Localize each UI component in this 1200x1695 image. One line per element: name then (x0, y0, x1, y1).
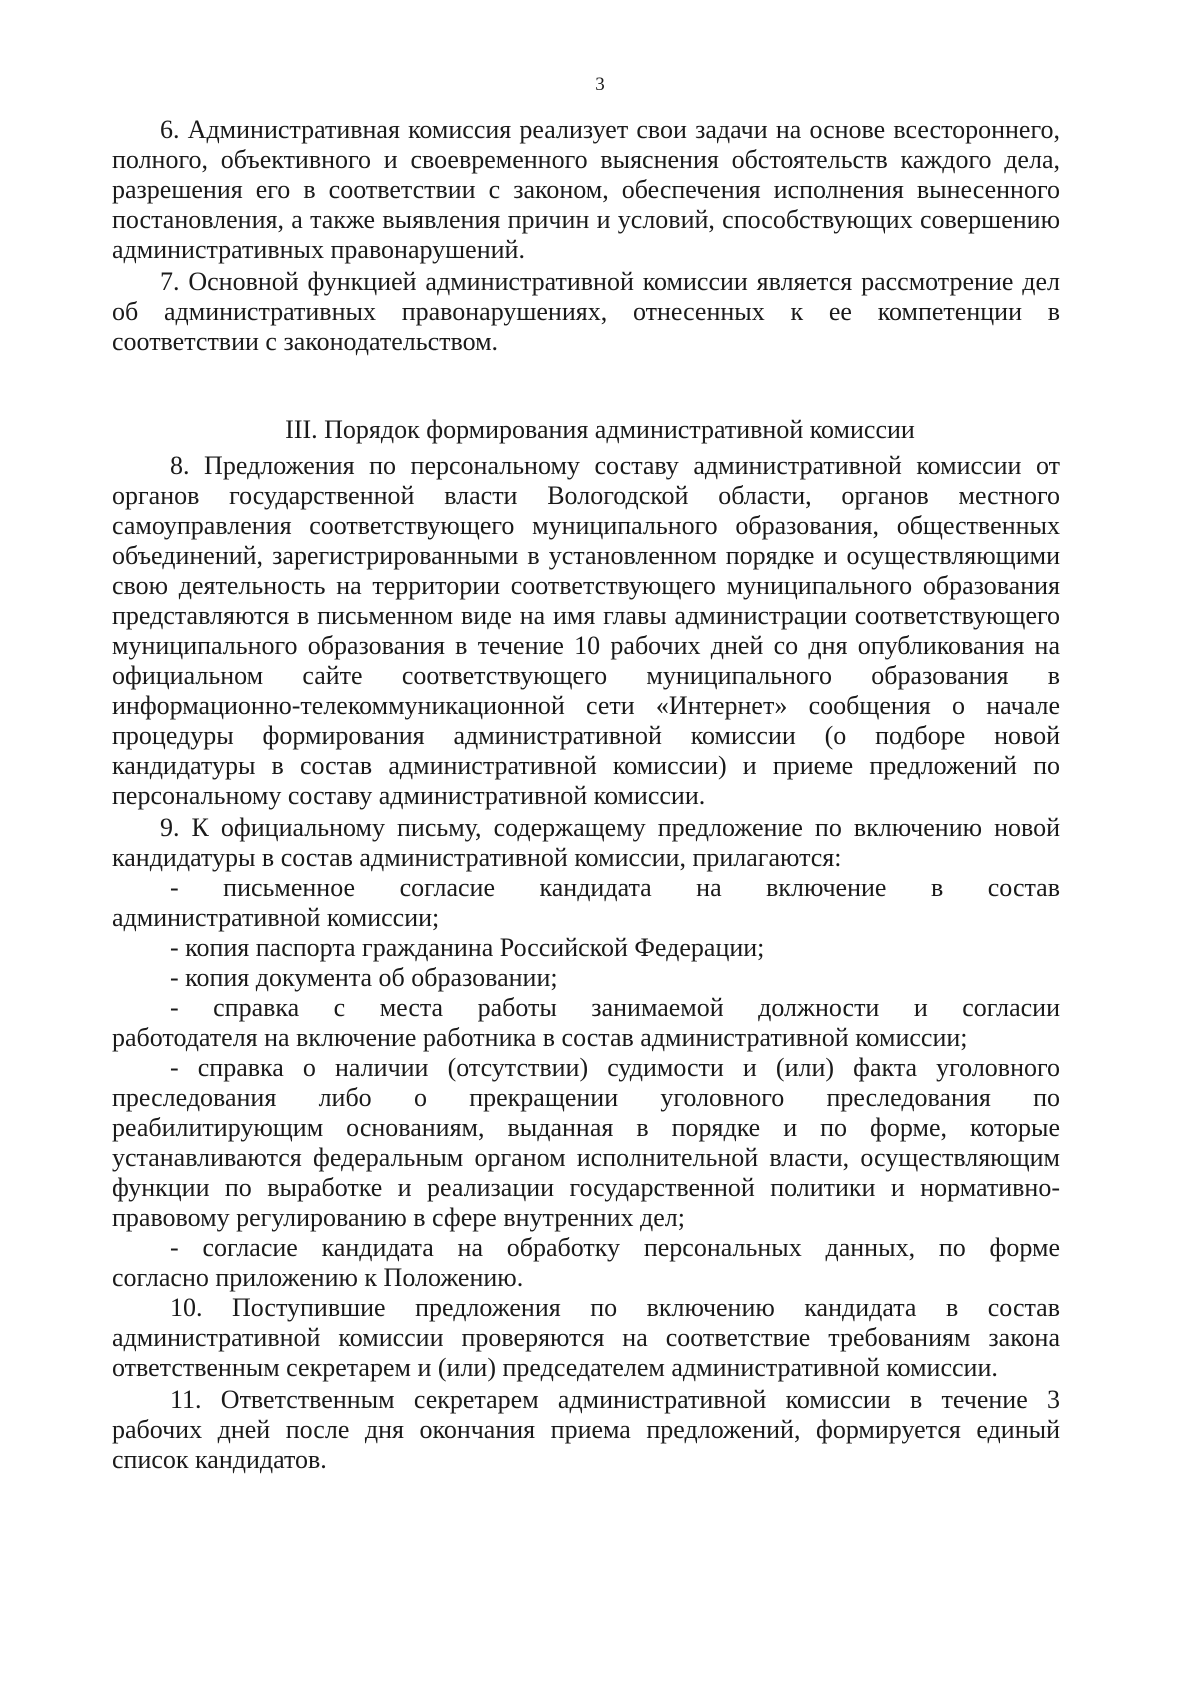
text-line: рабочих дней после дня окончания приема предложений, формируется единый (112, 1415, 1060, 1444)
section-heading: III. Порядок формирования административной комиссии (285, 415, 915, 444)
text-line: представляются в письменном виде на имя главы администрации соответствующего (112, 601, 1060, 630)
text-line: преследования либо о прекращении уголовного преследования по (112, 1083, 1060, 1112)
text-line: список кандидатов. (112, 1445, 327, 1474)
text-line: персональному составу административной комиссии. (112, 781, 706, 810)
text-line: 9. К официальному письму, содержащему предложение по включению новой (160, 813, 1060, 842)
text-line: - копия документа об образовании; (170, 963, 558, 992)
text-line: муниципального образования в течение 10 рабочих дней со дня опубликования на (112, 631, 1060, 660)
text-line: объединений, зарегистрированными в установленном порядке и осуществляющими (112, 541, 1060, 570)
text-line: 8. Предложения по персональному составу административной комиссии от (170, 451, 1060, 480)
text-line: об административных правонарушениях, отнесенных к ее компетенции в (112, 297, 1060, 326)
text-line: работодателя на включение работника в состав административной комиссии; (112, 1023, 968, 1052)
text-line: 10. Поступившие предложения по включению кандидата в состав (170, 1293, 1060, 1322)
text-line: соответствии с законодательством. (112, 327, 499, 356)
text-line: свою деятельность на территории соответствующего муниципального образования (112, 571, 1060, 600)
text-line: административных правонарушений. (112, 235, 525, 264)
text-line: реабилитирующим основаниям, выданная в порядке и по форме, которые (112, 1113, 1060, 1142)
text-line: 6. Административная комиссия реализует свои задачи на основе всестороннего, (160, 115, 1060, 144)
text-line: полного, объективного и своевременного выяснения обстоятельств каждого дела, (112, 145, 1060, 174)
page-number: 3 (595, 74, 605, 95)
text-line: процедуры формирования административной комиссии (о подборе новой (112, 721, 1060, 750)
text-line: кандидатуры в состав административной комиссии) и приеме предложений по (112, 751, 1060, 780)
text-line: правовому регулированию в сфере внутренних дел; (112, 1203, 685, 1232)
text-line: функции по выработке и реализации государственной политики и нормативно- (112, 1173, 1060, 1202)
text-line: 11. Ответственным секретарем административной комиссии в течение 3 (170, 1385, 1060, 1414)
text-line: согласно приложению к Положению. (112, 1263, 524, 1292)
text-line: ответственным секретарем и (или) председателем административной комиссии. (112, 1353, 998, 1382)
text-line: информационно-телекоммуникационной сети «Интернет» сообщения о начале (112, 691, 1060, 720)
text-line: административной комиссии проверяются на соответствие требованиям закона (112, 1323, 1060, 1352)
text-line: - согласие кандидата на обработку персональных данных, по форме (170, 1233, 1060, 1262)
text-line: - справка о наличии (отсутствии) судимости и (или) факта уголовного (170, 1053, 1060, 1082)
text-line: - копия паспорта гражданина Российской Федерации; (170, 933, 765, 962)
text-line: - письменное согласие кандидата на включение в состав (170, 873, 1060, 902)
text-line: 7. Основной функцией административной комиссии является рассмотрение дел (160, 267, 1060, 296)
text-line: устанавливаются федеральным органом исполнительной власти, осуществляющим (112, 1143, 1060, 1172)
text-line: постановления, а также выявления причин и условий, способствующих совершению (112, 205, 1060, 234)
text-line: административной комиссии; (112, 903, 440, 932)
text-line: кандидатуры в состав административной комиссии, прилагаются: (112, 843, 842, 872)
text-line: официальном сайте соответствующего муниципального образования в (112, 661, 1060, 690)
text-line: - справка с места работы занимаемой должности и согласии (170, 993, 1060, 1022)
text-line: самоуправления соответствующего муниципального образования, общественных (112, 511, 1060, 540)
text-line: органов государственной власти Вологодской области, органов местного (112, 481, 1060, 510)
text-line: разрешения его в соответствии с законом, обеспечения исполнения вынесенного (112, 175, 1060, 204)
